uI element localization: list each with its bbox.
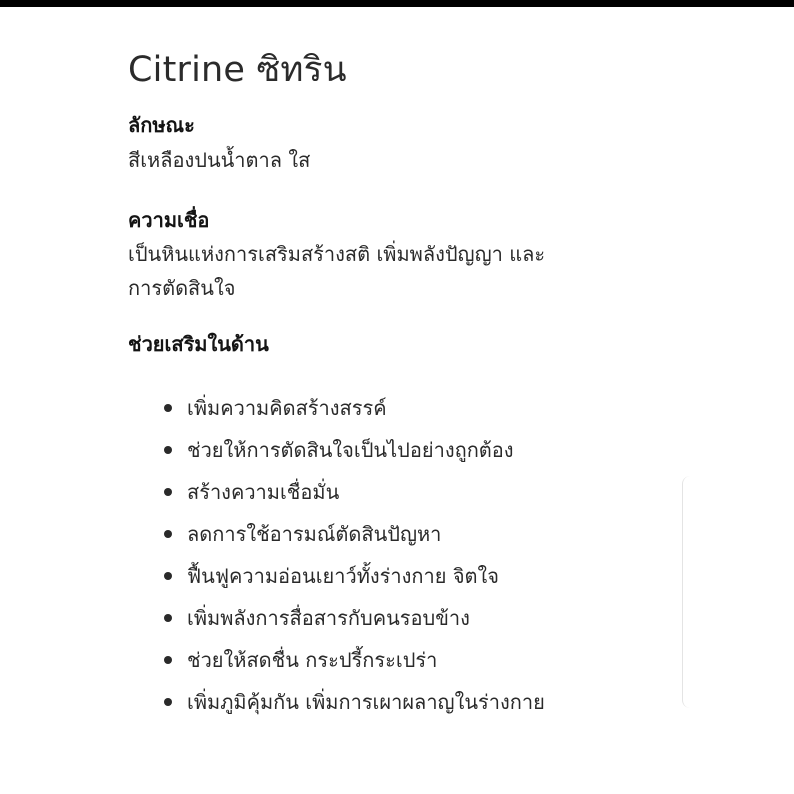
list-item	[128, 555, 688, 597]
list-item-text: เพิ่มความคิดสร้างสรรค์	[187, 396, 387, 420]
list-item	[128, 471, 688, 513]
characteristics-text: สีเหลืองปนน้ำตาล ใส	[128, 148, 311, 172]
beliefs-text-line-2: การตัดสินใจ	[128, 276, 236, 300]
list-item-text: สร้างความเชื่อมั่น	[187, 480, 340, 504]
list-item	[128, 513, 688, 555]
list-item	[128, 639, 688, 681]
list-item	[128, 429, 688, 471]
bullet-icon	[164, 656, 172, 664]
list-item-text: เพิ่มภูมิคุ้มกัน เพิ่มการเผาผลาญในร่างกาย	[187, 690, 545, 714]
heading-beliefs: ความเชื่อ	[128, 208, 210, 232]
heading-characteristics: ลักษณะ	[128, 113, 195, 137]
bullet-icon	[164, 404, 172, 412]
list-item-text: ลดการใช้อารมณ์ตัดสินปัญหา	[187, 522, 442, 546]
list-item	[128, 387, 688, 429]
list-item-text: เพิ่มพลังการสื่อสารกับคนรอบข้าง	[187, 606, 470, 630]
bullet-icon	[164, 446, 172, 454]
top-border-bar	[0, 0, 794, 7]
heading-benefits: ช่วยเสริมในด้าน	[128, 332, 269, 356]
bullet-icon	[164, 488, 172, 496]
benefits-list	[128, 387, 688, 723]
bullet-icon	[164, 698, 172, 706]
list-item-text: ฟื้นฟูความอ่อนเยาว์ทั้งร่างกาย จิตใจ	[187, 564, 500, 588]
bullet-icon	[164, 614, 172, 622]
bullet-icon	[164, 572, 172, 580]
page-title: Citrine ซิทริน	[128, 50, 347, 90]
list-item	[128, 681, 688, 723]
bullet-icon	[164, 530, 172, 538]
article-content	[128, 38, 688, 723]
beliefs-text-line-1: เป็นหินแห่งการเสริมสร้างสติ เพิ่มพลังปัญญา และ	[128, 242, 546, 266]
list-item-text: ช่วยให้การตัดสินใจเป็นไปอย่างถูกต้อง	[187, 438, 514, 462]
list-item	[128, 597, 688, 639]
list-item-text: ช่วยให้สดชื่น กระปรี้กระเปร่า	[187, 648, 438, 672]
